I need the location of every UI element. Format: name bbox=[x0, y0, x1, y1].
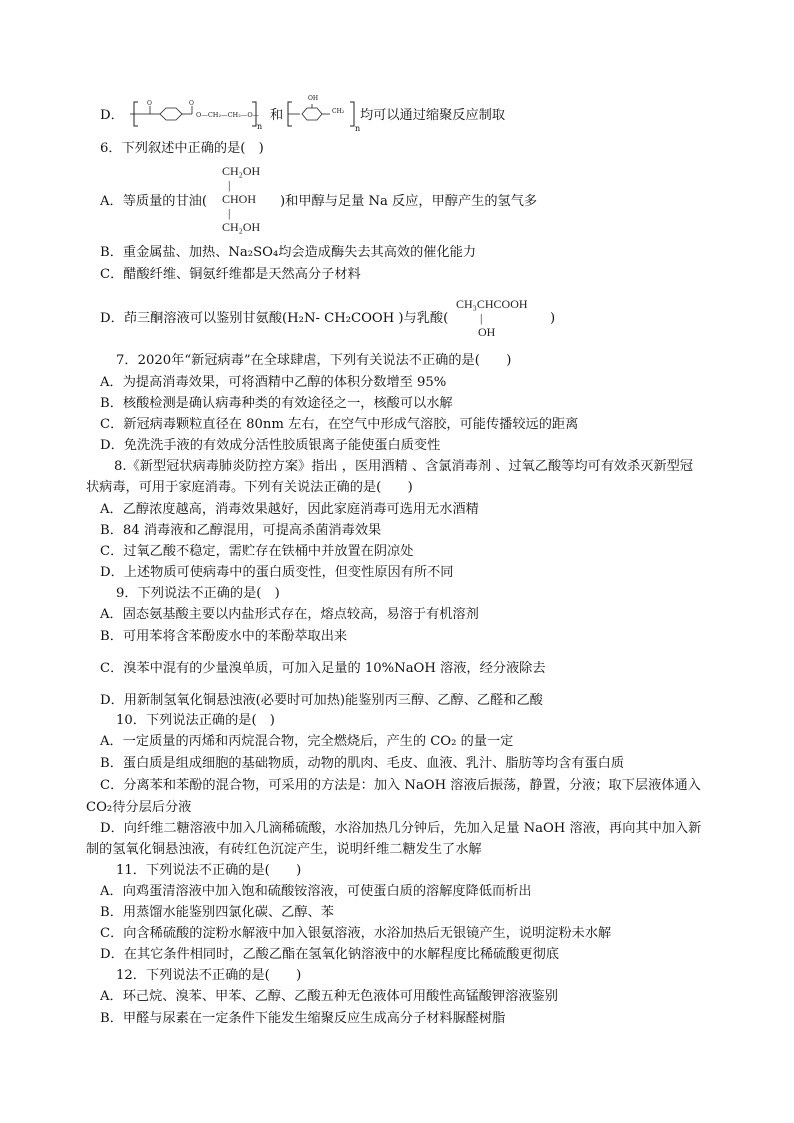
polyester-structure-icon bbox=[130, 100, 290, 130]
q6-option-c: C．醋酸纤维、铜氨纤维都是天然高分子材料 bbox=[100, 267, 361, 282]
q10-option-d-line1: D．向纤维二糖溶液中加入几滴稀硫酸，水浴加热几分钟后，先加入足量 NaOH 溶液，再向其中加入新 bbox=[100, 821, 702, 836]
and-text: 和 bbox=[270, 108, 284, 123]
q10-option-c-line1: C．分离苯和苯酚的混合物，可采用的方法是：加入 NaOH 溶液后振荡，静置，分液；取下层液体通入 bbox=[100, 778, 701, 793]
q7-option-d: D．免洗洗手液的有效成分活性胶质银离子能使蛋白质变性 bbox=[100, 438, 441, 453]
q12-option-a: A．环己烷、溴苯、甲苯、乙醇、乙酸五种无色液体可用酸性高锰酸钾溶液鉴别 bbox=[100, 989, 558, 1004]
q11-option-d: D．在其它条件相同时，乙酸乙酯在氢氧化钠溶液中的水解程度比稀硫酸更彻底 bbox=[100, 947, 559, 962]
q9-option-a: A．固态氨基酸主要以内盐形式存在，熔点较高，易溶于有机溶剂 bbox=[100, 607, 479, 622]
q9-stem: 9．下列说法不正确的是( ) bbox=[116, 586, 280, 601]
q6-option-a-post: )和甲醇与足量 Na 反应，甲醇产生的氢气多 bbox=[280, 194, 538, 209]
q11-option-a: A．向鸡蛋清溶液中加入饱和硫酸铵溶液，可使蛋白质的溶解度降低而析出 bbox=[100, 884, 532, 899]
methylene-label: CH₂ bbox=[332, 108, 345, 115]
q11-option-b: B．用蒸馏水能鉴别四氯化碳、乙醇、苯 bbox=[100, 905, 334, 920]
q8-option-d: D．上述物质可使病毒中的蛋白质变性，但变性原因有所不同 bbox=[100, 565, 454, 580]
q9-option-b: B．可用苯将含苯酚废水中的苯酚萃取出来 bbox=[100, 629, 348, 644]
q7-option-c: C．新冠病毒颗粒直径在 80nm 左右，在空气中形成气溶胶，可能传播较远的距离 bbox=[100, 417, 579, 432]
svg-text:O: O bbox=[147, 100, 152, 107]
svg-text:O: O bbox=[189, 100, 194, 107]
q9-option-d: D．用新制氢氧化铜悬浊液(必要时可加热)能鉴别丙三醇、乙醇、乙醛和乙酸 bbox=[100, 693, 543, 708]
q10-option-a: A．一定质量的丙烯和丙烷混合物，完全燃烧后，产生的 CO₂ 的量一定 bbox=[100, 734, 514, 749]
q8-stem-line2: 状病毒，可用于家庭消毒。下列有关说法正确的是( ) bbox=[86, 480, 413, 495]
q8-option-c: C．过氧乙酸不稳定，需贮存在铁桶中并放置在阴凉处 bbox=[100, 544, 414, 559]
q9-option-c: C．溴苯中混有的少量溴单质，可加入足量的 10%NaOH 溶液，经分液除去 bbox=[100, 661, 546, 676]
q12-option-b: B．甲醛与尿素在一定条件下能发生缩聚反应生成高分子材料脲醛树脂 bbox=[100, 1011, 506, 1026]
q6-option-a-pre: A．等质量的甘油( bbox=[100, 194, 207, 209]
polyester-n-subscript: n bbox=[257, 122, 263, 131]
q11-stem: 11．下列说法不正确的是( ) bbox=[116, 863, 302, 878]
q10-stem: 10．下列说法正确的是( ) bbox=[116, 713, 275, 728]
q7-stem: 7．2020年“新冠病毒”在全球肆虐，下列有关说法不正确的是( ) bbox=[116, 353, 512, 368]
q7-option-b: B．核酸检测是确认病毒种类的有效途径之一，核酸可以水解 bbox=[100, 396, 453, 411]
q6-option-d-post: ) bbox=[550, 311, 556, 326]
phenolic-resin-structure-icon bbox=[286, 98, 366, 128]
q11-option-c: C．向含稀硫酸的淀粉水解液中加入银氨溶液，水浴加热后无银镜产生，说明淀粉未水解 bbox=[100, 926, 612, 941]
q5-option-d-tail: 均可以通过缩聚反应制取 bbox=[360, 108, 506, 123]
q10-option-b: B．蛋白质是组成细胞的基础物质，动物的肌肉、毛皮、血液、乳汁、脂肪等均含有蛋白质 bbox=[100, 756, 624, 771]
q8-option-b: B．84 消毒液和乙醇混用，可提高杀菌消毒效果 bbox=[100, 523, 382, 538]
q12-stem: 12．下列说法不正确的是( ) bbox=[116, 968, 302, 983]
q6-option-d-pre: D．茚三酮溶液可以鉴别甘氨酸(H₂N- CH₂COOH )与乳酸( bbox=[100, 311, 449, 326]
q7-option-a: A．为提高消毒效果，可将酒精中乙醇的体积分数增至 95% bbox=[100, 375, 447, 390]
phenolic-n-subscript: n bbox=[355, 124, 361, 133]
glycerol-structure: CH₂OH | CHOH | CH₂OH bbox=[222, 164, 261, 234]
q6-stem: 6．下列叙述中正确的是( ) bbox=[100, 141, 264, 156]
svg-text:O—CH₂—CH₂—O—: O—CH₂—CH₂—O— bbox=[196, 111, 260, 119]
q10-option-d-line2: 制的氢氧化铜悬浊液，有砖红色沉淀产生，说明纤维二糖发生了水解 bbox=[86, 842, 482, 857]
q6-option-b: B．重金属盐、加热、Na₂SO₄均会造成酶失去其高效的催化能力 bbox=[100, 245, 477, 260]
phenol-oh-label: OH bbox=[308, 95, 319, 102]
q5-option-d-label: D． bbox=[100, 108, 124, 123]
q8-stem-line1: 8.《新型冠状病毒肺炎防控方案》指出 ，医用酒精 、含氯消毒剂 、过氧乙酸等均可有效杀灭新型冠 bbox=[114, 459, 694, 474]
lactic-acid-structure: CH₃CHCOOH | OH bbox=[456, 297, 528, 339]
q10-option-c-line2: CO₂待分层后分液 bbox=[86, 800, 192, 815]
q8-option-a: A．乙醇浓度越高，消毒效果越好，因此家庭消毒可选用无水酒精 bbox=[100, 502, 479, 517]
